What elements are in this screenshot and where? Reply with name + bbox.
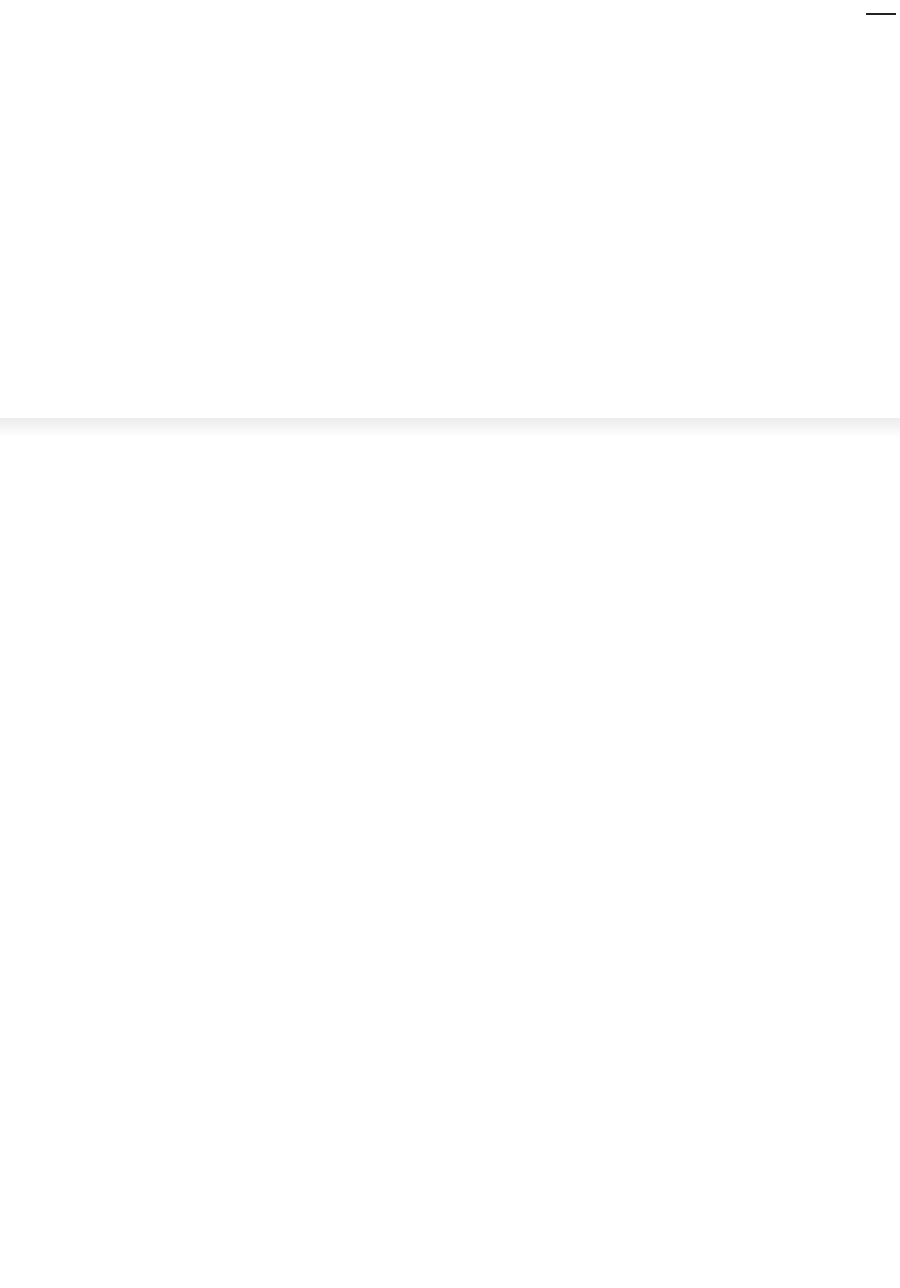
page-break — [0, 418, 900, 438]
corner-mark — [866, 13, 896, 15]
